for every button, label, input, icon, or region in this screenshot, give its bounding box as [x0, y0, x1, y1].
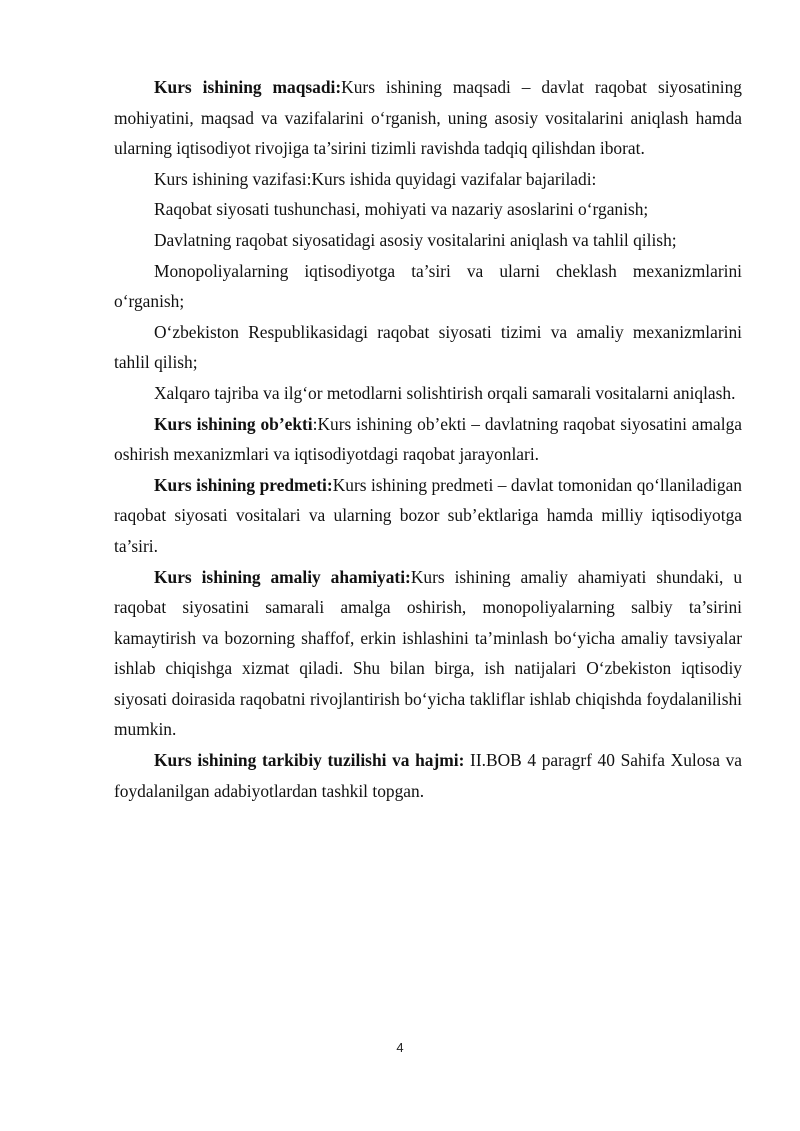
text-task-3: Monopoliyalarning iqtisodiyotga ta’siri va ularni cheklash mexanizmlarini o‘rganish; — [114, 260, 742, 312]
text-object: :Kurs ishining ob’ekti – davlatning raqobat siyosatini amalga oshirish mexanizmlari va iqtisodiyotdagi raqobat jarayonlari. — [114, 413, 743, 465]
paragraph-task-4 — [114, 317, 742, 378]
text-task-1: Raqobat siyosati tushunchasi, mohiyati va nazariy asoslarini o‘rganish; — [154, 199, 649, 220]
document-body — [114, 72, 742, 806]
paragraph-task-3 — [114, 256, 742, 317]
paragraph-task-1 — [114, 194, 742, 225]
paragraph-task-2 — [114, 225, 742, 256]
paragraph-structure — [114, 745, 742, 806]
text-structure: II.BOB 4 paragrf 40 Sahifa Xulosa va foydalanilgan adabiyotlardan tashkil topgan. — [114, 750, 742, 801]
paragraph-object — [114, 409, 742, 470]
text-practical-value: Kurs ishining amaliy ahamiyati shundaki, u raqobat siyosatini samarali amalga oshirish, monopoliyalarning salbiy ta’sirini kamaytirish va bozorning shaffof, erkin ishlashini ta’minlash bo‘yicha amaliy tavsiyalar ishlab chiqishga xizmat qiladi. Shu bilan birga, ish natijalari O‘zbekiston iqtisodiy siyosati doirasida raqobatni rivojlantirish bo‘yicha takliflar ishlab chiqishda foydalanilishi mumkin. — [114, 566, 743, 740]
paragraph-practical-value — [114, 562, 742, 746]
heading-goal: Kurs ishining maqsadi: — [154, 77, 342, 97]
text-task-2: Davlatning raqobat siyosatidagi asosiy vositalarini aniqlash va tahlil qilish; — [154, 229, 677, 250]
heading-subject: Kurs ishining predmeti: — [154, 474, 333, 495]
text-tasks-intro: Kurs ishining vazifasi:Kurs ishida quyidagi vazifalar bajariladi: — [154, 168, 597, 189]
paragraph-tasks-intro — [114, 164, 742, 195]
text-task-5: Xalqaro tajriba va ilg‘or metodlarni solishtirish orqali samarali vositalarni aniqlash. — [154, 382, 736, 403]
heading-structure: Kurs ishining tarkibiy tuzilishi va hajmi: — [154, 750, 465, 771]
heading-object: Kurs ishining ob’ekti — [154, 413, 313, 434]
heading-practical-value: Kurs ishining amaliy ahamiyati: — [154, 566, 411, 587]
text-subject: Kurs ishining predmeti – davlat tomonidan qo‘llaniladigan raqobat siyosati vositalari va ularning bozor sub’ektlariga hamda milliy iqtisodiyotga ta’siri. — [114, 474, 742, 556]
paragraph-goal — [114, 72, 742, 164]
page-number: 4 — [396, 1040, 404, 1055]
text-task-4: O‘zbekiston Respublikasidagi raqobat siyosati tizimi va amaliy mexanizmlarini tahlil qilish; — [114, 321, 742, 373]
text-goal: Kurs ishining maqsadi – davlat raqobat siyosatining mohiyatini, maqsad va vazifalarini o‘rganish, uning asosiy vositalarini aniqlash hamda ularning iqtisodiyot rivojiga ta’sirini tizimli ravishda tadqiq qilishdan iborat. — [114, 77, 742, 159]
paragraph-task-5 — [114, 378, 742, 409]
paragraph-subject — [114, 470, 742, 562]
